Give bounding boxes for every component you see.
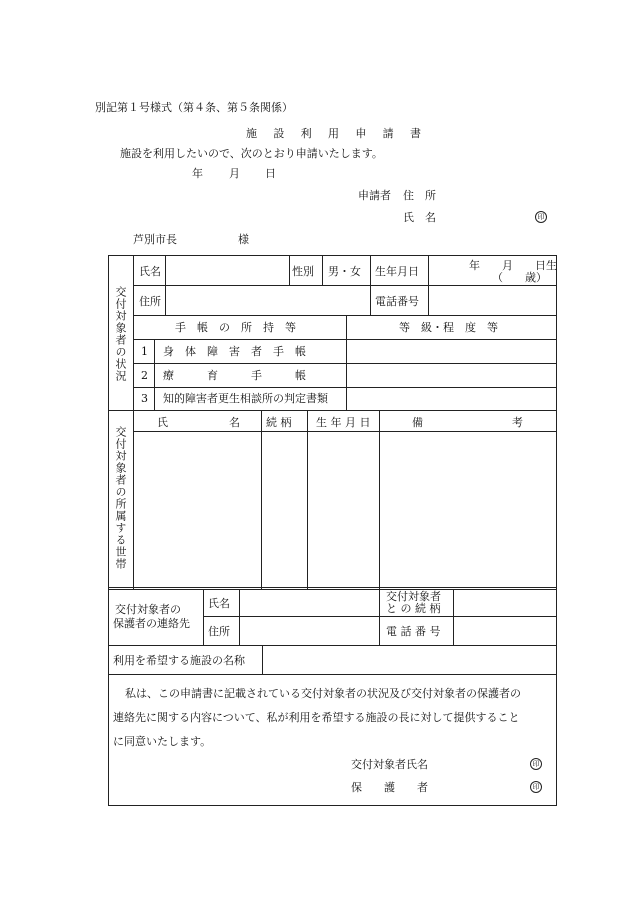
applicant-seal-icon: 印 [535, 211, 547, 223]
guardian-name-label: 氏名 [208, 597, 230, 610]
subject-name-label: 交付対象者氏名 [351, 758, 428, 771]
booklet-item-label: 知的障害者更生相談所の判定書類 [163, 392, 328, 405]
booklet-item-number: 1 [141, 345, 148, 358]
title-char: 利 [300, 127, 312, 140]
title-char: 設 [273, 127, 285, 140]
facility-name-label: 利用を希望する施設の名称 [113, 654, 245, 667]
address-label: 住所 [139, 295, 161, 308]
name-label: 氏名 [139, 265, 161, 278]
household-name-header: 名 [229, 416, 240, 429]
title-char: 施 [246, 127, 257, 140]
applicant-name-label: 氏 名 [403, 211, 436, 224]
household-remarks-header: 備 [412, 416, 423, 429]
form-reference: 別記第１号様式（第４条、第５条関係） [95, 101, 293, 114]
guardian-section-label: 交付対象者の [115, 603, 181, 616]
consent-text: 私は、この申請書に記載されている交付対象者の状況及び交付対象者の保護者の [125, 687, 521, 700]
title-char: 用 [327, 127, 339, 140]
page-title [246, 125, 421, 141]
booklet-item-number: 2 [141, 369, 148, 382]
birth-date-value: 年 月 日生 [469, 259, 557, 272]
guardian-signature-label: 保 護 者 [351, 781, 428, 794]
title-char: 書 [409, 127, 421, 140]
booklet-header: 手 帳 の 所 持 等 [175, 321, 296, 334]
household-name-header: 氏 [157, 416, 168, 429]
addressee-suffix: 様 [238, 233, 249, 246]
date-day: 日 [265, 167, 276, 180]
birth-date-label: 生年月日 [375, 265, 419, 278]
subject-seal-icon: 印 [530, 758, 542, 770]
consent-text: 連絡先に関する内容について、私が利用を希望する施設の長に対して提供すること [113, 711, 520, 724]
guardian-section-label: 保護者の連絡先 [113, 617, 190, 630]
age-value: （ 歳） [492, 271, 547, 284]
addressee-label: 芦別市長 [133, 233, 177, 246]
household-birth-header: 生 年 月 日 [316, 416, 371, 429]
gender-label: 性別 [292, 265, 314, 278]
application-form-table [108, 255, 557, 806]
phone-label: 電話番号 [375, 295, 419, 308]
consent-text: に同意いたします。 [113, 735, 212, 748]
guardian-seal-icon: 印 [530, 781, 542, 793]
title-char: 申 [355, 127, 367, 140]
household-section-label: 交付対象者の所属する世帯 [114, 426, 127, 570]
guardian-phone-label: 電 話 番 号 [386, 625, 441, 638]
relation-label: と の 続 柄 [386, 602, 441, 615]
grade-header: 等 級・程 度 等 [399, 321, 498, 334]
title-char: 請 [382, 127, 394, 140]
booklet-item-label: 身 体 障 害 者 手 帳 [163, 345, 306, 358]
date-year: 年 [192, 167, 203, 180]
status-section-label: 交付対象者の状況 [114, 286, 127, 382]
household-relation-header: 続 柄 [266, 416, 292, 429]
relation-label: 交付対象者 [386, 590, 441, 603]
booklet-item-label: 療 育 手 帳 [163, 369, 306, 382]
guardian-address-label: 住所 [208, 625, 230, 638]
gender-option: 男・女 [328, 265, 361, 278]
booklet-item-number: 3 [141, 392, 148, 405]
date-month: 月 [229, 167, 240, 180]
intro-text: 施設を利用したいので、次のとおり申請いたします。 [120, 147, 383, 160]
applicant-label: 申請者 [358, 189, 391, 202]
applicant-address-label: 住 所 [403, 189, 436, 202]
household-remarks-header: 考 [512, 416, 523, 429]
